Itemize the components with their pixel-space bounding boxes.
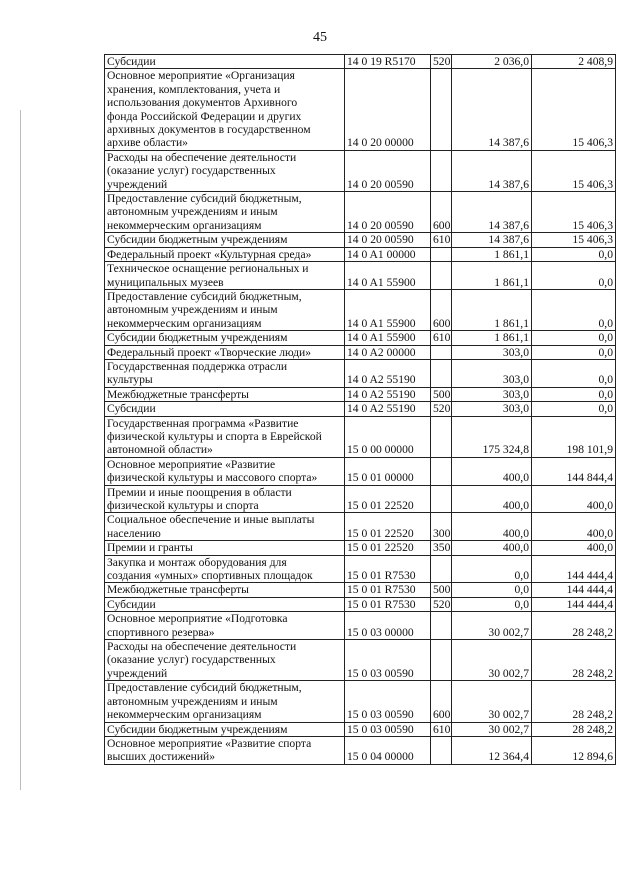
- row-value-2: 28 248,2: [532, 612, 616, 640]
- row-expense-type: 610: [431, 331, 452, 345]
- row-name: [105, 597, 345, 611]
- row-value-2: 144 844,4: [532, 457, 616, 485]
- row-name-line: Межбюджетные трансферты: [107, 387, 249, 401]
- row-name-line: использования документов Архивного: [107, 96, 298, 110]
- row-value-2: 28 248,2: [532, 722, 616, 736]
- row-name: [105, 331, 345, 345]
- row-code: 15 0 03 00000: [345, 612, 431, 640]
- row-name-line: культуры: [107, 373, 153, 387]
- row-value-2: 15 406,3: [532, 150, 616, 191]
- row-value-2: 2 408,9: [532, 55, 616, 69]
- row-code: 14 0 20 00590: [345, 150, 431, 191]
- row-value-1: 30 002,7: [452, 640, 532, 681]
- row-name-line: физической культуры и массового спорта»: [107, 471, 318, 485]
- row-code: 14 0 20 00590: [345, 192, 431, 233]
- row-code: 15 0 03 00590: [345, 681, 431, 722]
- table-row: [105, 331, 616, 345]
- row-value-2: 400,0: [532, 541, 616, 555]
- row-name: [105, 457, 345, 485]
- row-name-line: (оказание услуг) государственных: [107, 653, 276, 667]
- table-row: [105, 233, 616, 247]
- row-name: [105, 150, 345, 191]
- row-expense-type: [431, 555, 452, 583]
- row-value-1: 400,0: [452, 457, 532, 485]
- row-value-1: 400,0: [452, 485, 532, 513]
- row-expense-type: [431, 345, 452, 359]
- row-expense-type: 350: [431, 541, 452, 555]
- row-value-1: 14 387,6: [452, 233, 532, 247]
- row-value-1: 400,0: [452, 513, 532, 541]
- row-expense-type: [431, 247, 452, 261]
- row-name: [105, 485, 345, 513]
- row-name-line: архиве области»: [107, 136, 188, 150]
- row-name: [105, 289, 345, 330]
- row-name: [105, 262, 345, 290]
- row-value-1: 12 364,4: [452, 736, 532, 764]
- row-expense-type: 520: [431, 402, 452, 416]
- row-value-2: 15 406,3: [532, 192, 616, 233]
- row-name-line: Субсидии бюджетным учреждениям: [107, 331, 288, 345]
- budget-table-body: [105, 55, 616, 765]
- row-code: 15 0 04 00000: [345, 736, 431, 764]
- row-name-line: Федеральный проект «Культурная среда»: [107, 247, 312, 261]
- row-value-1: 175 324,8: [452, 416, 532, 457]
- row-value-2: 15 406,3: [532, 69, 616, 150]
- row-name: [105, 233, 345, 247]
- table-row: [105, 402, 616, 416]
- row-value-1: 1 861,1: [452, 289, 532, 330]
- row-value-1: 1 861,1: [452, 331, 532, 345]
- row-value-2: 400,0: [532, 513, 616, 541]
- row-code: 14 0 A1 55900: [345, 289, 431, 330]
- row-name: [105, 555, 345, 583]
- row-value-2: 144 444,4: [532, 597, 616, 611]
- row-code: 15 0 01 22520: [345, 541, 431, 555]
- row-code: 14 0 19 R5170: [345, 55, 431, 69]
- table-row: [105, 485, 616, 513]
- table-row: [105, 722, 616, 736]
- row-name-line: физической культуры и спорта в Еврейской: [107, 429, 322, 443]
- table-row: [105, 359, 616, 387]
- row-code: 14 0 A2 55190: [345, 402, 431, 416]
- row-value-2: 144 444,4: [532, 555, 616, 583]
- table-row: [105, 387, 616, 401]
- table-row: [105, 345, 616, 359]
- row-expense-type: [431, 485, 452, 513]
- table-row: [105, 612, 616, 640]
- row-expense-type: [431, 736, 452, 764]
- row-name-line: Межбюджетные трансферты: [107, 583, 249, 597]
- row-name-line: учреждений: [107, 666, 168, 680]
- row-expense-type: [431, 457, 452, 485]
- row-name-line: Премии и иные поощрения в области: [107, 485, 292, 499]
- row-expense-type: 610: [431, 722, 452, 736]
- row-value-1: 0,0: [452, 555, 532, 583]
- row-expense-type: [431, 262, 452, 290]
- row-name: [105, 416, 345, 457]
- row-name: [105, 583, 345, 597]
- row-expense-type: [431, 150, 452, 191]
- row-name-line: Закупка и монтаж оборудования для: [107, 555, 287, 569]
- row-value-2: 198 101,9: [532, 416, 616, 457]
- row-expense-type: 520: [431, 55, 452, 69]
- row-expense-type: 500: [431, 583, 452, 597]
- row-name-line: автономной области»: [107, 443, 213, 457]
- row-code: 14 0 A2 00000: [345, 345, 431, 359]
- row-expense-type: 600: [431, 192, 452, 233]
- row-code: 14 0 A1 55900: [345, 331, 431, 345]
- row-name-line: автономным учреждениям и иным: [107, 694, 278, 708]
- row-name-line: некоммерческим организациям: [107, 708, 262, 722]
- row-code: 15 0 00 00000: [345, 416, 431, 457]
- row-value-1: 14 387,6: [452, 192, 532, 233]
- row-value-2: 12 894,6: [532, 736, 616, 764]
- row-expense-type: [431, 612, 452, 640]
- row-code: 14 0 A2 55190: [345, 387, 431, 401]
- row-name: [105, 722, 345, 736]
- row-name-line: фонда Российской Федерации и других: [107, 109, 302, 123]
- row-value-2: 0,0: [532, 247, 616, 261]
- row-value-1: 30 002,7: [452, 681, 532, 722]
- row-name-line: муниципальных музеев: [107, 275, 224, 289]
- row-value-1: 303,0: [452, 387, 532, 401]
- row-expense-type: [431, 359, 452, 387]
- row-name-line: Расходы на обеспечение деятельности: [107, 640, 297, 654]
- row-name-line: Основное мероприятие «Организация: [107, 69, 295, 83]
- table-row: [105, 262, 616, 290]
- row-name-line: Премии и гранты: [107, 541, 193, 555]
- row-value-2: 0,0: [532, 402, 616, 416]
- row-name-line: некоммерческим организациям: [107, 316, 262, 330]
- row-value-2: 15 406,3: [532, 233, 616, 247]
- row-name-line: Субсидии бюджетным учреждениям: [107, 722, 288, 736]
- row-name-line: Субсидии: [107, 55, 156, 68]
- row-expense-type: 520: [431, 597, 452, 611]
- row-name: [105, 247, 345, 261]
- row-value-1: 303,0: [452, 345, 532, 359]
- row-name-line: Предоставление субсидий бюджетным,: [107, 681, 302, 695]
- row-code: 14 0 20 00590: [345, 233, 431, 247]
- table-row: [105, 640, 616, 681]
- row-value-2: 0,0: [532, 359, 616, 387]
- row-name-line: Государственная программа «Развитие: [107, 416, 299, 430]
- table-row: [105, 583, 616, 597]
- row-value-2: 0,0: [532, 387, 616, 401]
- table-row: [105, 541, 616, 555]
- table-row: [105, 736, 616, 764]
- row-expense-type: 610: [431, 233, 452, 247]
- row-value-1: 2 036,0: [452, 55, 532, 69]
- row-name: [105, 402, 345, 416]
- row-value-2: 28 248,2: [532, 640, 616, 681]
- row-name-line: Основное мероприятие «Развитие: [107, 457, 276, 471]
- table-row: [105, 289, 616, 330]
- table-row: [105, 69, 616, 150]
- row-name-line: Федеральный проект «Творческие люди»: [107, 345, 311, 359]
- row-name: [105, 681, 345, 722]
- page-number: 45: [313, 30, 327, 45]
- row-expense-type: [431, 416, 452, 457]
- row-value-2: 0,0: [532, 262, 616, 290]
- row-name-line: спортивного резерва»: [107, 625, 215, 639]
- table-row: [105, 513, 616, 541]
- row-code: 15 0 01 00000: [345, 457, 431, 485]
- row-value-1: 1 861,1: [452, 262, 532, 290]
- row-name: [105, 359, 345, 387]
- row-name-line: Государственная поддержка отрасли: [107, 359, 288, 373]
- row-name: [105, 541, 345, 555]
- margin-line: [20, 110, 21, 790]
- row-name: [105, 387, 345, 401]
- row-name-line: Основное мероприятие «Развитие спорта: [107, 736, 312, 750]
- row-code: 14 0 A1 00000: [345, 247, 431, 261]
- row-value-1: 30 002,7: [452, 612, 532, 640]
- row-name-line: физической культуры и спорта: [107, 499, 259, 512]
- row-value-2: 28 248,2: [532, 681, 616, 722]
- row-name: [105, 612, 345, 640]
- row-value-2: 0,0: [532, 331, 616, 345]
- row-value-1: 303,0: [452, 402, 532, 416]
- row-value-2: 144 444,4: [532, 583, 616, 597]
- row-name-line: создания «умных» спортивных площадок: [107, 569, 313, 583]
- row-name: [105, 55, 345, 69]
- table-row: [105, 150, 616, 191]
- row-expense-type: [431, 69, 452, 150]
- table-row: [105, 247, 616, 261]
- row-name-line: учреждений: [107, 177, 168, 191]
- table-row: [105, 55, 616, 69]
- row-name-line: высших достижений»: [107, 750, 216, 764]
- row-code: 14 0 20 00000: [345, 69, 431, 150]
- row-value-1: 400,0: [452, 541, 532, 555]
- row-name-line: Субсидии: [107, 597, 156, 611]
- table-row: [105, 416, 616, 457]
- row-expense-type: 600: [431, 289, 452, 330]
- row-name: [105, 192, 345, 233]
- row-value-1: 14 387,6: [452, 69, 532, 150]
- row-name-line: Предоставление субсидий бюджетным,: [107, 192, 302, 206]
- table-row: [105, 555, 616, 583]
- row-name-line: Техническое оснащение региональных и: [107, 262, 309, 276]
- row-code: 15 0 01 R7530: [345, 597, 431, 611]
- row-code: 14 0 A2 55190: [345, 359, 431, 387]
- table-row: [105, 192, 616, 233]
- row-name-line: некоммерческим организациям: [107, 218, 262, 232]
- budget-table: [104, 54, 616, 765]
- row-value-1: 303,0: [452, 359, 532, 387]
- table-row: [105, 457, 616, 485]
- row-value-2: 400,0: [532, 485, 616, 513]
- row-code: 15 0 01 22520: [345, 485, 431, 513]
- row-name-line: Предоставление субсидий бюджетным,: [107, 289, 302, 303]
- row-code: 15 0 01 22520: [345, 513, 431, 541]
- row-expense-type: 600: [431, 681, 452, 722]
- row-name: [105, 513, 345, 541]
- row-name-line: автономным учреждениям и иным: [107, 205, 278, 219]
- row-expense-type: [431, 640, 452, 681]
- row-name-line: Субсидии: [107, 402, 156, 416]
- row-name: [105, 736, 345, 764]
- row-name-line: Социальное обеспечение и иные выплаты: [107, 513, 315, 527]
- row-name-line: Расходы на обеспечение деятельности: [107, 150, 297, 164]
- row-name-line: населению: [107, 526, 161, 540]
- row-value-2: 0,0: [532, 289, 616, 330]
- row-code: 15 0 01 R7530: [345, 555, 431, 583]
- row-code: 15 0 03 00590: [345, 722, 431, 736]
- row-name-line: Основное мероприятие «Подготовка: [107, 612, 288, 626]
- row-name: [105, 345, 345, 359]
- row-value-1: 0,0: [452, 583, 532, 597]
- row-expense-type: 300: [431, 513, 452, 541]
- row-code: 15 0 03 00590: [345, 640, 431, 681]
- row-name-line: архивных документов в государственном: [107, 123, 311, 137]
- table-row: [105, 681, 616, 722]
- row-name-line: хранения, комплектования, учета и: [107, 82, 281, 96]
- row-code: 14 0 A1 55900: [345, 262, 431, 290]
- row-name-line: автономным учреждениям и иным: [107, 303, 278, 317]
- row-code: 15 0 01 R7530: [345, 583, 431, 597]
- row-value-1: 14 387,6: [452, 150, 532, 191]
- row-expense-type: 500: [431, 387, 452, 401]
- row-value-1: 1 861,1: [452, 247, 532, 261]
- row-name: [105, 640, 345, 681]
- row-name: [105, 69, 345, 150]
- row-name-line: Субсидии бюджетным учреждениям: [107, 233, 288, 247]
- row-value-1: 30 002,7: [452, 722, 532, 736]
- row-value-2: 0,0: [532, 345, 616, 359]
- table-row: [105, 597, 616, 611]
- row-name-line: (оказание услуг) государственных: [107, 164, 276, 178]
- row-value-1: 0,0: [452, 597, 532, 611]
